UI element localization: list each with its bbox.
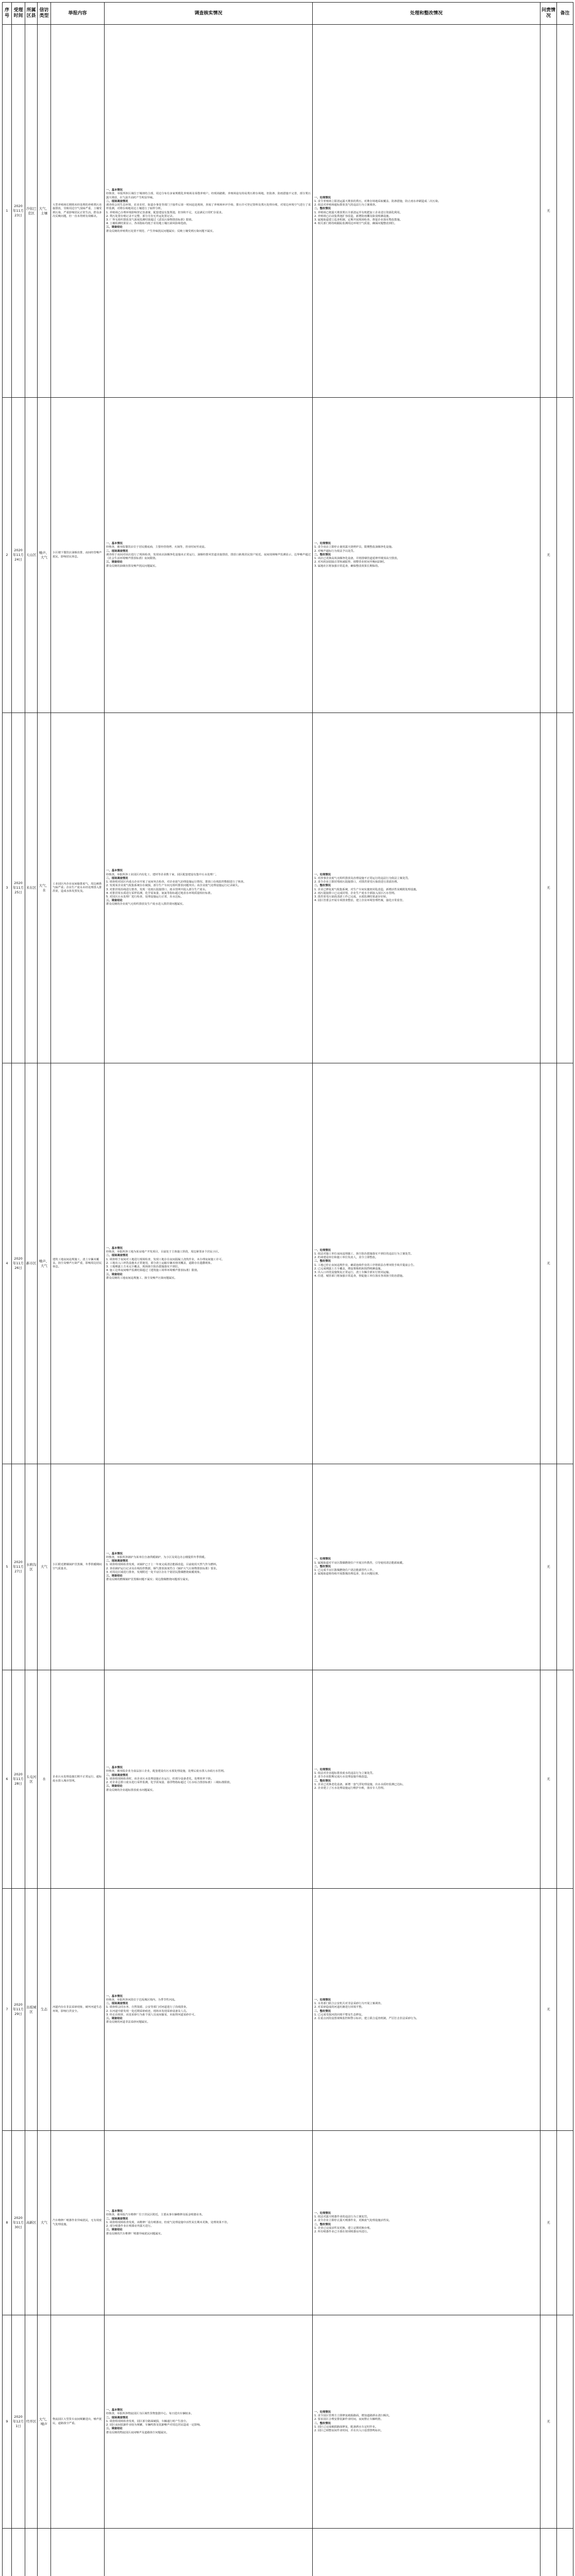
row-problem: 无	[540, 1670, 557, 1889]
row-type: 大气、水	[38, 713, 51, 1063]
table-row	[3, 1889, 573, 2131]
table-row	[3, 2131, 573, 2315]
row-summary	[105, 1889, 313, 2131]
row-content	[51, 2529, 105, 2576]
row-note	[557, 398, 573, 713]
row-status	[313, 398, 540, 713]
header-seq: 序号	[3, 3, 12, 25]
row-date	[12, 2529, 25, 2576]
table-row	[3, 25, 573, 398]
row-note	[557, 1670, 573, 1889]
row-type: 大气	[38, 1464, 51, 1670]
cell-text-block: 一、基本情况 经核查，举报所涉河段位于达坂城区境内，为季节性河流。 二、现场调查情况 1. 调查组会同水务、自然资源、公安等部门对河道进行了沿线排查。 2. 在河道中游发现一处近期采砂痕迹，现场未发现采砂设备及人员。 3. 经走访调查，该处采砂行为系个别人员夜间偷采，未取得河道采砂许可。 三、调查结论 群众反映的河道非法采砂问题属实。	[106, 1994, 197, 2024]
cell-text-block: 一、基本情况 经核查，被举报汽车维修厂位于居民区附近，主要从事车辆维修及钣金喷漆业务。 二、现场调查情况 1. 调查组现场检查发现，该维修厂设有喷漆房，但废气处理设施中活性炭长期未更换，处理效果不佳。 2. 部分喷漆作业在喷漆房外露天进行。 三、调查结论 群众反映的汽车维修厂喷漆异味扰民问题属实。	[106, 2210, 230, 2235]
row-district: 沙依巴克区	[25, 25, 38, 398]
row-status	[313, 1464, 540, 1670]
row-summary	[105, 2315, 313, 2529]
header-content: 举报内容	[51, 3, 105, 25]
cell-text-block: 一、处理情况 1. 水务部门联合公安机关对非法采砂行为开展立案调查。 2. 对采砂造成的河道坑塘进行回填平整。 二、整改情况 1. 已完成受损河段回填平整及生态修复。 2. 在重点河段设置视频监控和警示标识，建立联合巡查机制，严厉打击非法采砂行为。	[314, 1998, 419, 2020]
row-summary	[105, 2529, 313, 2576]
row-seq: 6	[3, 1670, 12, 1889]
row-type: 噪声、大气	[38, 398, 51, 713]
header-status: 处理和整改情况	[313, 3, 540, 25]
row-type	[38, 2529, 51, 2576]
header-type: 信访类型	[38, 3, 51, 25]
row-problem: 无	[540, 1063, 557, 1464]
row-date: 2020年11月25日	[12, 713, 25, 1063]
row-problem	[540, 2529, 557, 2576]
row-status	[313, 1063, 540, 1464]
row-summary	[105, 1670, 313, 1889]
cell-text-block: 一、基本情况 经核查，举报所涉区域位于城郊结合部，周边分布有多家规模化养殖场及零散养殖户。经现场踏勘，养殖场设有简易粪污堆存场地，但防渗、防雨措施不完善，部分粪污露天堆放，在气温升高时产生明显异味。 二、现场调查情况 调查组会同生态环境、农业农村、街道办事处等部门于接件后第一时间赶赴现场，查阅了养殖场环评手续、排污许可登记资料及粪污处理台账，对周边环境空气进行了采样监测，对堆存场地周边土壤进行了取样分析。 1. 养殖场已办理环境影响登记表备案，配套建设有集粪池，但容积不足，无法满足日常贮存需求。 2. 粪污处置台账记录不完整，部分月份无外运处置记录。 3. 厂界无组织排放臭气浓度监测结果超过《恶臭污染物排放标准》限值。 4. 土壤检测结果显示，各项指标均低于农用地土壤污染风险筛选值。 三、调查结论 群众反映的养殖粪污处置不规范、产生异味扰民问题属实；反映土壤受到污染问题不属实。	[106, 189, 311, 233]
row-content: 建筑工地夜间违规施工，渣土车辆未覆盖，扬尘及噪声污染严重，影响周边居民休息。	[51, 1063, 105, 1464]
header-summary: 调查核实情况	[105, 3, 313, 25]
petition-table	[2, 2, 573, 2576]
cell-text-block: 一、处理情况 1. 对涉事企业废气无组织排放及治理设施不正常运行的违法行为依法立案处罚。 2. 责令企业立即封堵雨污混接排口，对排洪渠受污染段进行清淤治理。 二、整改情况 1. 企业已修复废气收集系统，对生产车间实施密闭化改造，新增活性炭吸附处理设施。 2. 雨污混接排口已完成封堵，企业生产废水全部接入园区污水管网。 3. 排洪渠受污染段清淤工作已完成，水质监测结果逐步好转。 4. 园区管委会开展专项排查整治，建立企业环境管理档案，强化日常监管。	[314, 873, 419, 903]
cell-text-block: 一、处理情况 1. 依法对企业超标排放废水的违法行为立案处罚。 2. 责令企业限期完成污水处理设施升级改造。 二、整改情况 1. 企业已更换老化设备，新增一套气浮处理设施，出水水质经监测已达标。 2. 企业建立了污水处理设施运行维护台账，落实专人管理。	[314, 1768, 405, 1790]
row-seq: 4	[3, 1063, 12, 1464]
row-summary	[105, 398, 313, 713]
table-row	[3, 398, 573, 713]
table-row	[3, 2529, 573, 2576]
row-date: 2020年11月29日	[12, 1889, 25, 2131]
cell-text-block: 一、基本情况 经核查，举报所涉工业园区内有化工、建材等企业数十家，园区配套建设有集中污水处理厂。 二、现场调查情况 1. 调查组对园区内重点企业开展了夜间突击检查，对企业废气治理设施运行情况、排放口在线监控数据进行了核查。 2. 发现某企业废气收集系统存在破损，部分生产车间无组织排放问题突出；该企业废气处理设施运行记录缺失。 3. 对排洪渠沿线进行排查，发现一处雨污混接排口，雨水管网中混入部分生产废水。 4. 对排洪渠水质进行采样监测，化学需氧量、氨氮等指标超过地表水环境质量相应标准。 5. 对园区污水处理厂进行检查，处理设施运行正常，出水达标。 三、调查结论 群众反映的企业废气无组织排放及生产废水进入排洪渠问题属实。	[106, 869, 246, 906]
row-date: 2020年11月27日	[12, 1464, 25, 1670]
cell-text-block: 一、基本情况 经核查，举报所涉物流园区为区域性货物集散中心，每日进出车辆较多。 二、现场调查情况 1. 调查组现场检查发现，园区部分路面破损，车辆通行时产生扬尘。 2. 园区夜间装卸作业较为频繁，车辆鸣笛及装卸噪声对周边居民造成一定影响。 三、调查结论 群众反映的物流园区夜间噪声及道路扬尘问题属实。	[106, 2409, 202, 2434]
cell-text-block: 一、处理情况 1. 责令该店立即停止使用露天烧烤炉具，限期整改油烟净化设施。 2. 对噪声超标行为依法予以处罚。 二、整改情况 1. 该店已更换高效油烟净化设备，并将排烟管道延伸至楼顶高空排放。 2. 对风机加装隔音罩和减振垫，调整营业时间至晚间23时。 3. 属地社区将加强日常巡查，确保整改效果长期保持。	[314, 542, 400, 568]
row-date: 2020年11月26日	[12, 1063, 25, 1464]
row-date: 2020年11月30日	[12, 2131, 25, 2315]
row-district: 米东区	[25, 713, 38, 1063]
row-problem: 无	[540, 713, 557, 1063]
row-date: 2020年11月28日	[12, 1670, 25, 1889]
row-seq: 3	[3, 713, 12, 1063]
row-status	[313, 2131, 540, 2315]
row-district: 高新区	[25, 2131, 38, 2315]
row-district: 水磨沟区	[25, 1464, 38, 1670]
row-district	[25, 2529, 38, 2576]
row-problem: 无	[540, 2315, 557, 2529]
row-status	[313, 1889, 540, 2131]
row-district: 天山区	[25, 398, 38, 713]
row-status	[313, 1670, 540, 1889]
row-district: 头屯河区	[25, 1670, 38, 1889]
row-status	[313, 2315, 540, 2529]
row-note	[557, 1063, 573, 1464]
row-date: 2020年12月1日	[12, 2315, 25, 2529]
table-row	[3, 1063, 573, 1464]
row-content: 大型养殖场长期将未经处理的养殖粪污直接排放，导致周边空气臭味严重、土壤受到污染，严重影响居民正常生活。群众多次反映问题，但一直未得到有效解决。	[51, 25, 105, 398]
row-type: 噪声、大气	[38, 1063, 51, 1464]
table-row	[3, 1464, 573, 1670]
row-seq	[3, 2529, 12, 2576]
row-problem: 无	[540, 398, 557, 713]
table-row	[3, 2315, 573, 2529]
row-content: 物流园区大型货车夜间频繁进出，噪声扰民，道路扬尘严重。	[51, 2315, 105, 2529]
row-summary	[105, 1464, 313, 1670]
row-seq: 9	[3, 2315, 12, 2529]
header-row	[3, 3, 573, 25]
row-problem: 无	[540, 1889, 557, 2131]
table-header	[3, 3, 573, 25]
row-date: 2020年11月24日	[12, 398, 25, 713]
row-summary	[105, 2131, 313, 2315]
row-note	[557, 713, 573, 1063]
header-district: 所属区县	[25, 3, 38, 25]
row-type: 生态	[38, 1889, 51, 2131]
row-note	[557, 1889, 573, 2131]
row-seq: 1	[3, 25, 12, 398]
row-problem: 无	[540, 1464, 557, 1670]
table-row	[3, 713, 573, 1063]
cell-text-block: 一、处理情况 1. 属地街道对平房区散煤燃烧住户开展宣传教育，引导使用清洁能源取暖。 二、整改情况 1. 已完成平房区散煤燃烧住户清洁能源替代工作。 2. 属地街道将持续开展散煤治理巡查，防止问题反弹。	[314, 1557, 405, 1576]
row-type: 大气、土壤	[38, 25, 51, 398]
row-content: 企业污水处理设施长期不正常运行，超标废水排入城市管网。	[51, 1670, 105, 1889]
row-type: 大气	[38, 2131, 51, 2315]
row-note	[557, 2315, 573, 2529]
row-note	[557, 2131, 573, 2315]
petition-report-sheet	[2, 2, 573, 2576]
row-content: 汽车维修厂喷漆作业异味扰民，无有效废气处理设施。	[51, 2131, 105, 2315]
cell-text-block: 一、处理情况 1. 责令养殖场立即清运露天堆放的粪污，对堆存场地采取覆盖、防渗措施，防止雨水冲刷造成二次污染。 2. 依法对养殖场超标排放臭气的违法行为立案调查。 二、整改情况 1. 养殖场已将露天堆放粪污全部清运至有机肥加工企业进行资源化利用。 2. 养殖场已启动集粪池扩容改造，新增防雨棚及除臭喷淋设施。 3. 属地街道建立巡查机制，定期开展现场检查，督促企业落实整改措施。 4. 相关部门将持续跟踪监测周边环境空气质量，确保问题整改到位。	[314, 196, 441, 226]
row-note	[557, 2529, 573, 2576]
cell-text-block: 一、基本情况 经核查，举报所涉工地为某房地产开发项目，目前处于主体施工阶段，周边紧邻多个居民小区。 二、现场调查情况 1. 调查组于夜间对工地进行现场检查，发现工地存在夜间混凝土浇筑作业，未办理夜间施工许可。 2. 工地出入口冲洗设施未正常使用，部分渣土运输车辆未密闭覆盖，道路存在遗撒现象。 3. 工地裸露土方未完全覆盖，现场扬尘防治措施落实不到位。 4. 施工边界夜间噪声监测结果超过《建筑施工场界环境噪声排放标准》限值。 三、调查结论 群众反映的工地夜间违规施工、扬尘及噪声污染问题属实。	[106, 1247, 225, 1280]
row-date: 2020年11月23日	[12, 25, 25, 398]
row-status	[313, 25, 540, 398]
row-summary	[105, 25, 313, 398]
row-seq: 5	[3, 1464, 12, 1670]
row-type: 水	[38, 1670, 51, 1889]
row-note	[557, 1464, 573, 1670]
row-seq: 2	[3, 398, 12, 713]
row-seq: 7	[3, 1889, 12, 2131]
row-district: 新市区	[25, 1063, 38, 1464]
row-content: 小区楼下餐饮店油烟直排，夜间经营噪声扰民，影响居民休息。	[51, 398, 105, 713]
cell-text-block: 一、基本情况 经核查，举报所涉锅炉为某单位自备供暖锅炉，为小区及周边办公楼提供冬季供暖。 二、现场调查情况 1. 调查组现场检查发现，该锅炉已于上一年度完成清洁能源改造，目前使用天然气作为燃料。 2. 查看锅炉运行记录及在线监控数据，烟气排放浓度符合《锅炉大气污染物排放标准》要求。 3. 对周边区域进行排查，发现附近一处平房区存在个别居民散煤燃烧取暖现象。 三、调查结论 群众反映的燃煤锅炉冒黑烟问题不属实；周边散煤燃烧问题部分属实。	[106, 1552, 219, 1582]
row-content: 河道内存在非法采砂现象，破坏河道生态环境，影响行洪安全。	[51, 1889, 105, 2131]
row-content: 工业园区内企业夜间偷排废气，周边刺鼻气味严重；企业生产废水未经处理排入排洪渠，造成水体发黑发臭。	[51, 713, 105, 1063]
table-body	[3, 25, 573, 2576]
row-problem: 无	[540, 2131, 557, 2315]
row-district: 达坂城区	[25, 1889, 38, 2131]
header-date: 受理时间	[12, 3, 25, 25]
cell-text-block: 一、基本情况 经核查，被举报餐饮店位于居民楼底商，主要经营烧烤、火锅等，营业时间至凌晨。 二、现场调查情况 调查组于夜间对该店进行了现场检查，发现该店油烟净化设施未正常运行，油烟经排风管道直接排放，排放口距离居民窗户较近。夜间现场噪声监测显示，边界噪声超过《社会生活环境噪声排放标准》夜间限值。 三、调查结论 群众反映的油烟直排及噪声扰民问题属实。	[106, 542, 311, 568]
row-content: 小区附近燃煤锅炉冒黑烟，冬季供暖期间空气质量差。	[51, 1464, 105, 1670]
row-type: 大气、噪声	[38, 2315, 51, 2529]
row-problem: 无	[540, 25, 557, 398]
row-seq: 8	[3, 2131, 12, 2315]
row-district: 经开区	[25, 2315, 38, 2529]
cell-text-block: 一、处理情况 1. 责令园区管理方立即修复破损路面，增加道路洒水清扫频次。 2. 要求园区合理安排装卸作业时间，夜间禁止车辆鸣笛。 二、整改情况 1. 园区已完成破损路面修复，配备洒水车定时作业。 2. 园区已调整夜间作业时间，并在出入口设置禁鸣标识。	[314, 2410, 392, 2432]
cell-text-block: 一、处理情况 1. 依法对露天喷漆作业的违法行为立案处罚。 2. 责令企业立即停止露天喷漆作业，更换废气处理设施活性炭。 二、整改情况 1. 企业已完成活性炭更换，建立定期更换台账。 2. 所有喷漆作业已全部在密闭喷漆房内进行。	[314, 2211, 392, 2233]
row-summary	[105, 1063, 313, 1464]
cell-text-block: 一、基本情况 经核查，被举报企业为食品加工企业，配套建设有污水预处理设施，处理后废水排入市政污水管网。 二、现场调查情况 1. 调查组现场检查时，该企业污水处理设施正在运行，但部分设备老化，处理效率下降。 2. 对企业总排口废水进行采样监测，化学需氧量、悬浮物指标超过《污水综合排放标准》三级标准限值。 三、调查结论 群众反映的企业超标排放废水问题属实。	[106, 1766, 233, 1792]
row-note	[557, 25, 573, 398]
row-status	[313, 713, 540, 1063]
header-note: 备注	[557, 3, 573, 25]
cell-text-block: 一、处理情况 1. 依法对施工单位夜间违规施工、扬尘防治措施落实不到位的违法行为立案处罚。 2. 约谈建设单位和施工单位负责人，责令立即整改。 二、整改情况 1. 工地已停止夜间违规作业，确需连续作业的工序将依法办理审批手续并提前公告。 2. 已完成裸露土方全覆盖，增设雾炮机和围挡喷淋设施。 3. 出入口冲洗设施恢复正常运行，渣土车辆全部实行密闭运输。 4. 住建、城管部门将加强日常巡查，督促施工单位落实各项扬尘防治措施。	[314, 1248, 416, 1278]
header-problem: 问责情况	[540, 3, 557, 25]
row-status	[313, 2529, 540, 2576]
table-row	[3, 1670, 573, 1889]
row-summary	[105, 713, 313, 1063]
